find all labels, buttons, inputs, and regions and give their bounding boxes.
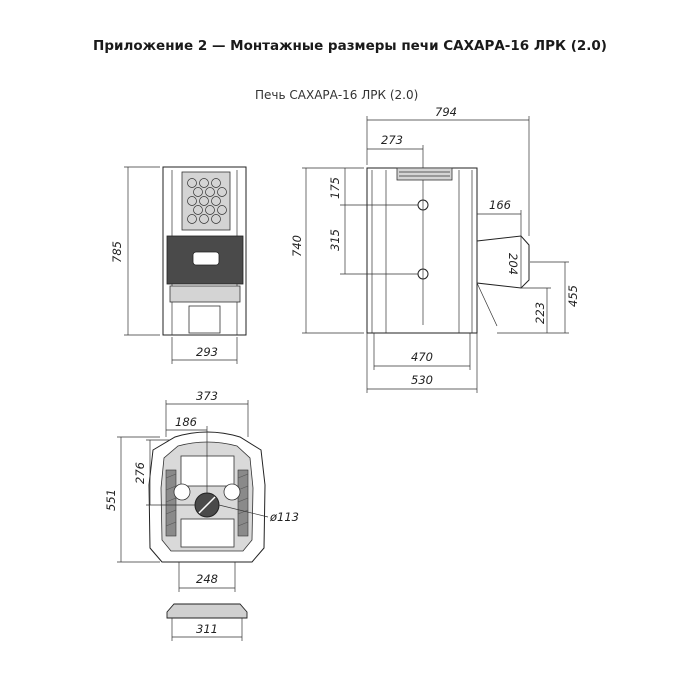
- top-shield-right: [238, 470, 248, 536]
- front-stone-mesh: [182, 172, 230, 230]
- side-view: [290, 105, 580, 393]
- dim-top-bottom-inner: 248: [196, 572, 218, 586]
- dim-flue-diameter: ø113: [270, 510, 299, 524]
- side-top-grill: [397, 168, 452, 180]
- dim-front-height: 785: [110, 241, 124, 263]
- dim-side-height: 740: [290, 235, 304, 257]
- dim-hole-top: 175: [328, 177, 342, 199]
- dim-chimney-offset: 166: [489, 198, 511, 212]
- top-shield-left: [166, 470, 176, 536]
- dim-side-width: 530: [411, 373, 433, 387]
- top-inner-panel-lower: [181, 519, 234, 547]
- page-title: Приложение 2 — Монтажные размеры печи САХАРА-16 ЛРК (2.0): [93, 38, 607, 54]
- dim-chimney-diameter: 204: [506, 253, 520, 275]
- dim-base-width: 311: [196, 622, 218, 636]
- top-view: [104, 389, 299, 641]
- top-base-plate: [167, 604, 247, 618]
- dim-side-inner-width: 470: [411, 350, 433, 364]
- dim-hole-spacing: 315: [328, 229, 342, 251]
- dim-top-center-offset: 186: [175, 415, 197, 429]
- dim-chimney-lower: 223: [533, 302, 547, 324]
- dim-front-width: 293: [196, 345, 218, 359]
- dim-chimney-height: 455: [566, 285, 580, 307]
- dim-top-center-depth: 276: [133, 462, 147, 484]
- top-inner-panel-upper: [181, 456, 234, 486]
- door-handle: [193, 252, 219, 265]
- front-view: [110, 167, 246, 364]
- front-ash-door: [170, 286, 240, 302]
- dim-side-length: 794: [435, 105, 457, 119]
- dim-side-offset: 273: [381, 133, 403, 147]
- dim-top-width: 373: [196, 389, 218, 403]
- dim-top-depth: 551: [104, 489, 118, 511]
- side-body-outline: [367, 168, 477, 333]
- front-ash-pan: [189, 306, 220, 333]
- drawing-caption: Печь САХАРА-16 ЛРК (2.0): [255, 88, 419, 102]
